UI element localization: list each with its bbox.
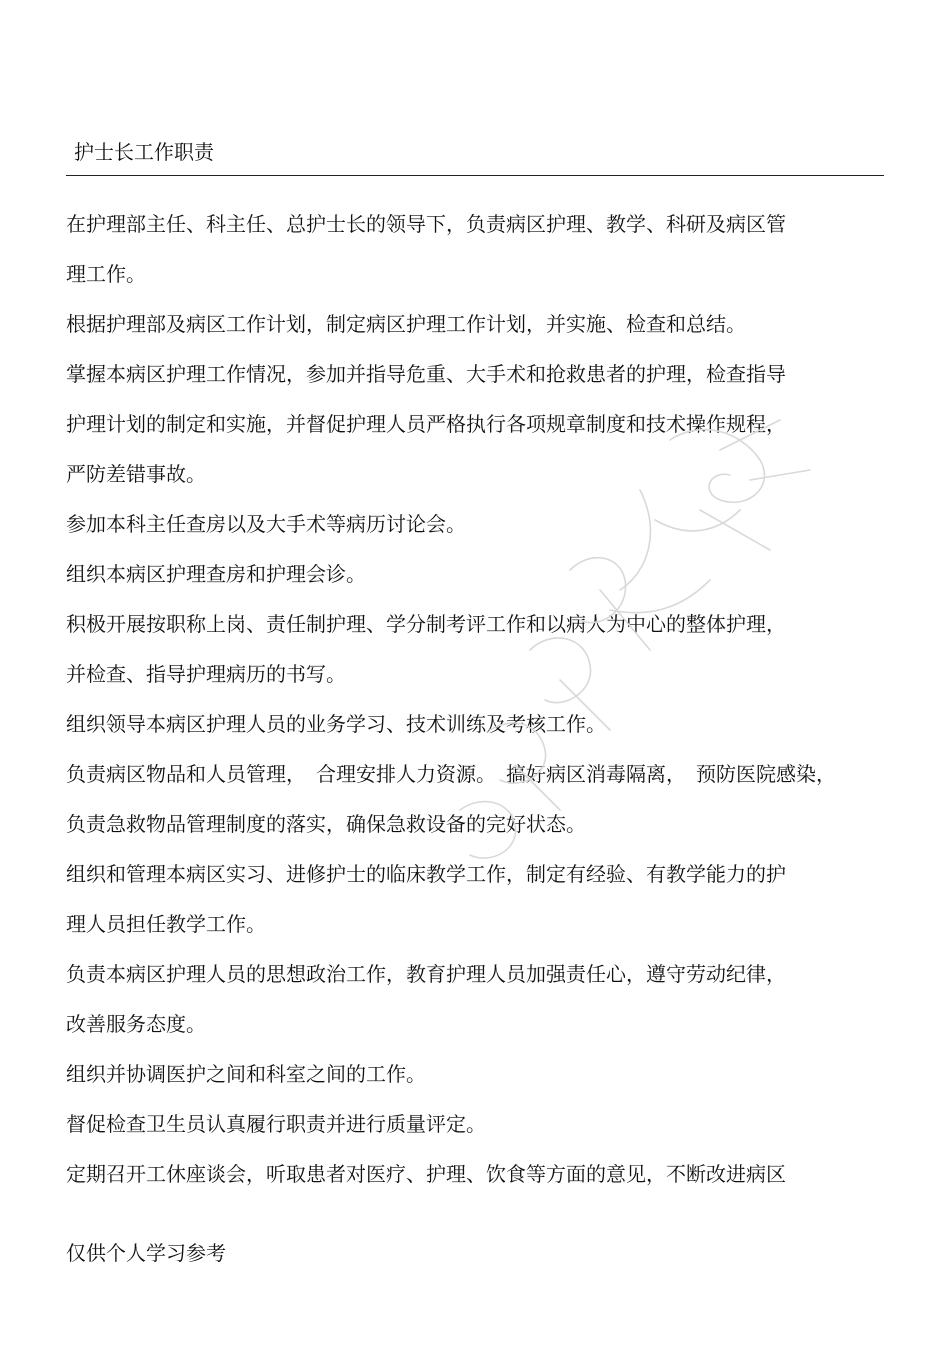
text-line: 组织领导本病区护理人员的业务学习、技术训练及考核工作。 <box>66 712 606 736</box>
text-line: 改善服务态度。 <box>66 1012 206 1036</box>
text-line: 根据护理部及病区工作计划，制定病区护理工作计划，并实施、检查和总结。 <box>66 312 746 336</box>
text-line: 负责病区物品和人员管理， 合理安排人力资源。 搞好病区消毒隔离， 预防医院感染， <box>66 762 836 786</box>
text-line: 并检查、指导护理病历的书写。 <box>66 662 346 686</box>
text-line: 组织本病区护理查房和护理会诊。 <box>66 562 366 586</box>
text-line: 组织并协调医护之间和科室之间的工作。 <box>66 1062 426 1086</box>
text-line: 负责急救物品管理制度的落实，确保急救设备的完好状态。 <box>66 812 586 836</box>
text-line: 在护理部主任、科主任、总护士长的领导下，负责病区护理、教学、科研及病区管 <box>66 212 786 236</box>
text-line: 参加本科主任查房以及大手术等病历讨论会。 <box>66 512 466 536</box>
text-line: 积极开展按职称上岗、责任制护理、学分制考评工作和以病人为中心的整体护理， <box>66 612 786 636</box>
footer-note: 仅供个人学习参考 <box>66 1241 226 1265</box>
text-line: 督促检查卫生员认真履行职责并进行质量评定。 <box>66 1112 486 1136</box>
text-line: 严防差错事故。 <box>66 462 206 486</box>
page-header: 护士长工作职责 <box>74 140 214 164</box>
text-line: 掌握本病区护理工作情况，参加并指导危重、大手术和抢救患者的护理，检查指导 <box>66 362 786 386</box>
text-line: 理工作。 <box>66 262 146 286</box>
text-line: 负责本病区护理人员的思想政治工作，教育护理人员加强责任心，遵守劳动纪律， <box>66 962 786 986</box>
text-line: 理人员担任教学工作。 <box>66 912 266 936</box>
header-divider <box>66 175 884 176</box>
text-line: 护理计划的制定和实施，并督促护理人员严格执行各项规章制度和技术操作规程， <box>66 412 786 436</box>
text-line: 组织和管理本病区实习、进修护士的临床教学工作，制定有经验、有教学能力的护 <box>66 862 786 886</box>
text-line: 定期召开工休座谈会，听取患者对医疗、护理、饮食等方面的意见，不断改进病区 <box>66 1162 786 1186</box>
